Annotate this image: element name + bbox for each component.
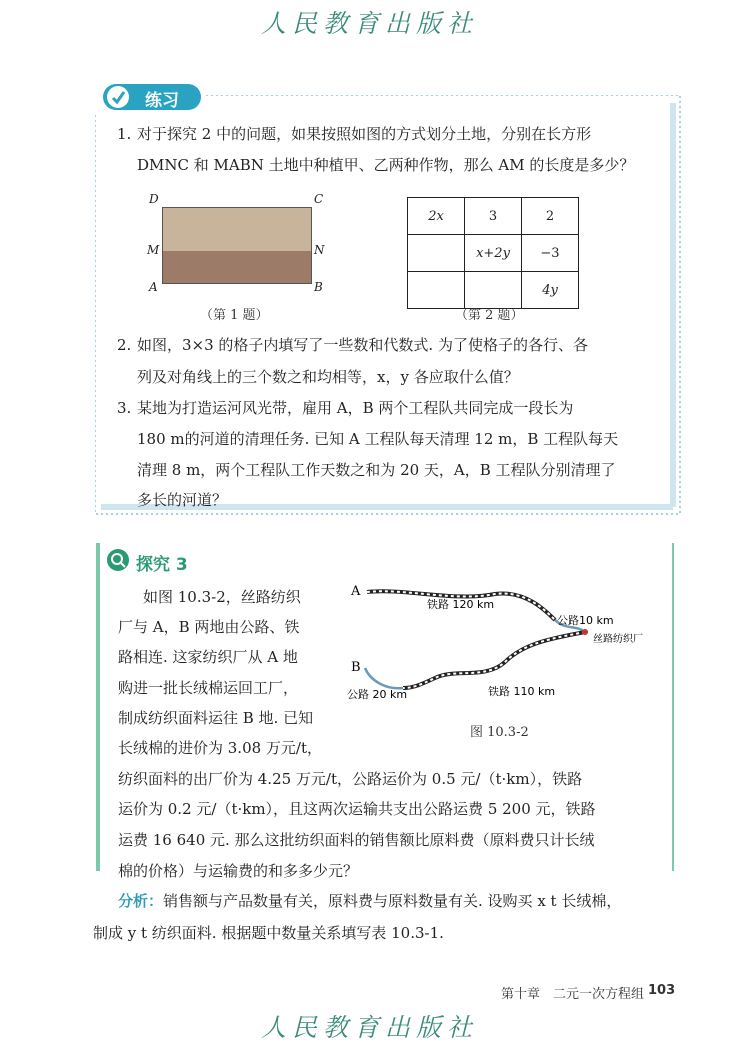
pencil-check-icon [107, 86, 129, 108]
grid-cell: x+2y [465, 235, 522, 272]
analysis-line1: 销售额与产品数量有关，原料费与原料数量有关. 设购买 x t 长绒棉， [163, 892, 622, 910]
grid-cell [465, 272, 522, 309]
label-c: C [314, 192, 324, 206]
grid-cell: 4y [522, 272, 579, 309]
factory-marker [582, 629, 588, 635]
map-road2: 公路 20 km [347, 688, 408, 701]
magic-square-grid [407, 197, 579, 309]
page-number: 103 [648, 983, 676, 998]
explore-line10: 棉的价格）与运输费的和多多少元？ [118, 862, 359, 880]
q2-line1: 如图，3×3 的格子内填写了一些数和代数式. 为了使格子的各行、各 [137, 336, 588, 354]
explore-left-bar [96, 543, 100, 871]
explore-line4: 购进一批长绒棉运回工厂， [118, 679, 299, 697]
q3-number: 3. [117, 399, 132, 417]
explore-line3: 路相连. 这家纺织厂从 A 地 [118, 648, 298, 666]
practice-badge [103, 84, 201, 110]
q1-line2: DMNC 和 MABN 土地中种植甲、乙两种作物，那么 AM 的长度是多少？ [137, 156, 635, 174]
q1-line1: 对于探究 2 中的问题，如果按照如图的方式划分土地，分别在长方形 [137, 125, 592, 143]
chapter-title: 第十章 二元一次方程组 [501, 987, 645, 1002]
grid-cell [408, 235, 465, 272]
q3-line4: 多长的河道？ [137, 491, 228, 509]
map-rail2: 铁路 110 km [488, 685, 556, 698]
explore-line7: 纺织面料的出厂价为 4.25 万元/t，公路运价为 0.5 元/（t·km），铁路 [118, 770, 583, 788]
road-b [365, 668, 403, 688]
label-n: N [314, 243, 325, 257]
magnifier-icon [107, 549, 129, 571]
fig1-caption: （第 1 题） [200, 308, 269, 323]
explore-line5: 制成纺织面料运往 B 地. 已知 [118, 709, 314, 727]
explore-title: 探究 3 [136, 555, 188, 575]
map-road1: 公路10 km [557, 614, 614, 627]
explore-line2: 厂与 A，B 两地由公路、铁 [118, 618, 300, 636]
publisher-logo-bottom: 人民教育出版社 [260, 1013, 478, 1042]
grid-cell: −3 [522, 235, 579, 272]
grid-cell: 2 [522, 198, 579, 235]
analysis-line2: 制成 y t 纺织面料. 根据题中数量关系填写表 10.3-1. [93, 924, 444, 942]
q3-line2: 180 m的河道的清理任务. 已知 A 工程队每天清理 12 m，B 工程队每天 [137, 430, 619, 448]
map-caption: 图 10.3-2 [470, 725, 529, 740]
q1-number: 1. [117, 125, 132, 143]
grid-cell [408, 272, 465, 309]
explore-right-bar [672, 543, 674, 871]
q2-line2: 列及对角线上的三个数之和均相等，x，y 各应取什么值？ [137, 368, 519, 386]
explore-line9: 运费 16 640 元. 那么这批纺织面料的销售额比原料费（原料费只计长绒 [118, 831, 595, 849]
route-map [345, 580, 645, 710]
map-factory: 丝路纺织厂 [593, 634, 643, 645]
explore-line6: 长绒棉的进价为 3.08 万元/t， [118, 739, 323, 757]
label-b: B [314, 280, 323, 294]
analysis-paragraph [118, 886, 621, 916]
label-d: D [149, 192, 159, 206]
fig2-caption: （第 2 题） [455, 308, 524, 323]
q3-line1: 某地为打造运河风光带，雇用 A，B 两个工程队共同完成一段长为 [137, 399, 574, 417]
map-label-a: A [351, 584, 361, 599]
explore-line8: 运价为 0.2 元/（t·km），且这两次运输共支出公路运费 5 200 元，铁路 [118, 800, 596, 818]
explore-line1: 如图 10.3-2，丝路纺织 [143, 588, 301, 606]
practice-label: 练习 [145, 91, 179, 111]
map-label-b: B [351, 660, 361, 675]
grid-cell: 2x [408, 198, 465, 235]
field-dmnc [162, 207, 312, 253]
publisher-logo-top: 人民教育出版社 [260, 9, 478, 38]
map-rail1: 铁路 120 km [427, 598, 495, 611]
grid-cell: 3 [465, 198, 522, 235]
label-a: A [149, 280, 158, 294]
field-mabn [162, 251, 312, 284]
analysis-label: 分析： [118, 892, 164, 910]
q3-line3: 清理 8 m，两个工程队工作天数之和为 20 天，A，B 工程队分别清理了 [137, 461, 616, 479]
label-m: M [147, 243, 160, 257]
q2-number: 2. [117, 336, 132, 354]
